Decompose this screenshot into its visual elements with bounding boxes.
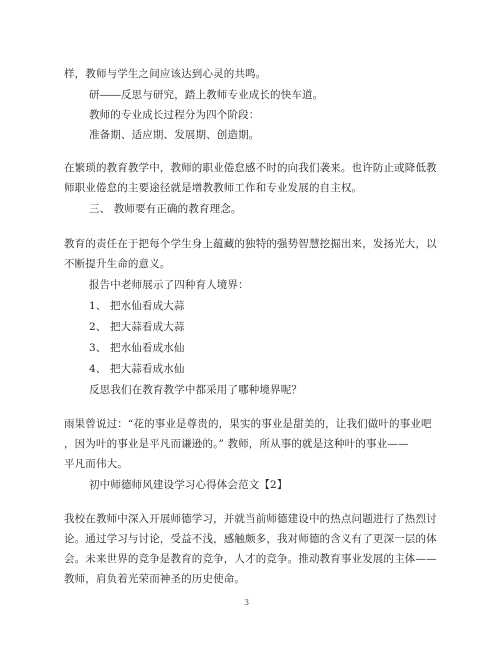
body-line-8: 教育的责任在于把每个学生身上蕴藏的独特的强势智慧挖掘出来，发扬光大，以	[64, 238, 437, 250]
body-line-18: 平凡而伟大。	[64, 458, 128, 470]
list-item-1: 1、 把水仙看成大蒜	[89, 300, 185, 312]
body-line-20: 我校在教师中深入开展师德学习，并就当前师德建设中的热点问题进行了热烈讨	[64, 513, 437, 525]
body-line-16: 雨果曾说过：“花的事业是尊贵的，果实的事业是甜美的，让我们做叶的事业吧	[64, 418, 432, 430]
body-line-3: 教师的专业成长过程分为四个阶段：	[89, 109, 260, 121]
body-line-6: 师职业倦怠的主要途径就是增教教师工作和专业发展的自主权。	[64, 182, 363, 194]
body-line-9: 不断提升生命的意义。	[64, 258, 171, 270]
body-line-5: 在繁琐的教育教学中，教师的职业倦怠感不时的向我们袭来。也许防止或降低教	[64, 162, 437, 174]
list-item-3: 3、 把水仙看成水仙	[89, 342, 185, 354]
section-heading-3: 三、 教师要有正确的教育理念。	[89, 203, 242, 215]
body-line-2: 研――反思与研究，踏上教师专业成长的快车道。	[89, 89, 324, 101]
body-line-17: ，因为叶的事业是平凡而谦逊的。” 教师，所从事的就是这种叶的事业——	[64, 438, 409, 450]
body-line-21: 论。通过学习与讨论，受益不浅，感触颇多，我对师德的含义有了更深一层的体	[64, 533, 437, 545]
body-line-4: 准备期、适应期、发展期、创造期。	[89, 129, 260, 141]
article-title: 初中师德师风建设学习心得体会范文【2】	[89, 479, 288, 491]
body-line-10: 报告中老师展示了四种育人境界：	[89, 279, 249, 291]
body-line-22: 会。未来世界的竞争是教育的竞争，人才的竞争。推动教育事业发展的主体——	[64, 553, 437, 565]
body-line-15: 反思我们在教育教学中都采用了哪种境界呢？	[89, 384, 302, 396]
page-number: 3	[244, 598, 250, 607]
body-line-1: 样，教师与学生之间应该达到心灵的共鸣。	[64, 68, 267, 80]
body-line-23: 教师，肩负着光荣而神圣的历史使命。	[64, 573, 246, 585]
list-item-4: 4、 把大蒜看成水仙	[89, 363, 185, 375]
list-item-2: 2、 把大蒜看成大蒜	[89, 321, 185, 333]
